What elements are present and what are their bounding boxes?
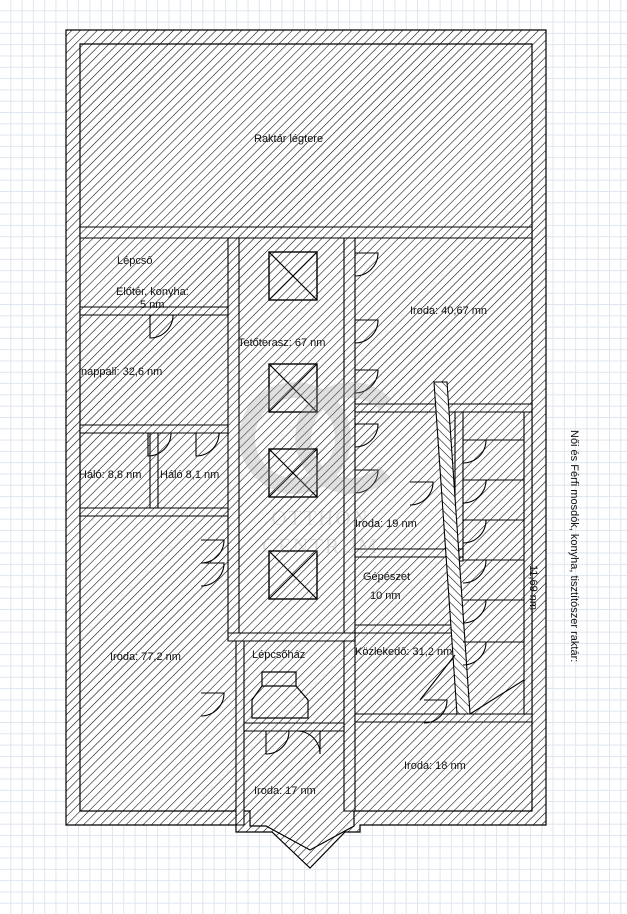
room-label-lepcso: Lépcső — [117, 255, 153, 267]
side-annotation-text: Női és Férfi mosdók, konyha, tisztítószer raktár: — [568, 430, 580, 663]
room-label-halo2: Háló 8,1 nm — [160, 469, 220, 481]
room-label-lepcsohaz: Lépcsőház — [252, 649, 306, 661]
room-label-iroda-19: Iroda: 19 nm — [355, 518, 417, 530]
room-label-raktar-legtere: Raktár légtere — [254, 133, 324, 145]
room-label-kozlekedo: Közlekedő: 31,2 nm — [355, 646, 453, 658]
room-label-eloter-konyha-area: 5 nm — [140, 299, 165, 311]
room-label-gepeszet: Gépészet — [363, 571, 411, 583]
room-label-iroda-18: Iroda: 18 nm — [404, 760, 466, 772]
side-annotation-measure: 11,69 nm — [527, 565, 539, 611]
room-label-gepeszet-area: 10 nm — [370, 590, 401, 602]
room-label-nappali: nappali: 32,6 nm — [81, 366, 163, 378]
room-label-halo1: Háló: 8,8 nm — [79, 469, 142, 481]
room-label-iroda-77: Iroda: 77,2 nm — [110, 651, 181, 663]
room-label-iroda-40: Iroda: 40,67 mn — [410, 305, 488, 317]
room-label-tetoterasz: Tetőterasz: 67 nm — [238, 337, 326, 349]
watermark-line2: CENTRUM — [262, 534, 379, 558]
watermark-line1: OTTHON — [271, 506, 370, 530]
room-label-eloter-konyha: Előtér, konyha: — [116, 286, 189, 298]
room-label-iroda-17: Iroda: 17 nm — [254, 785, 316, 797]
